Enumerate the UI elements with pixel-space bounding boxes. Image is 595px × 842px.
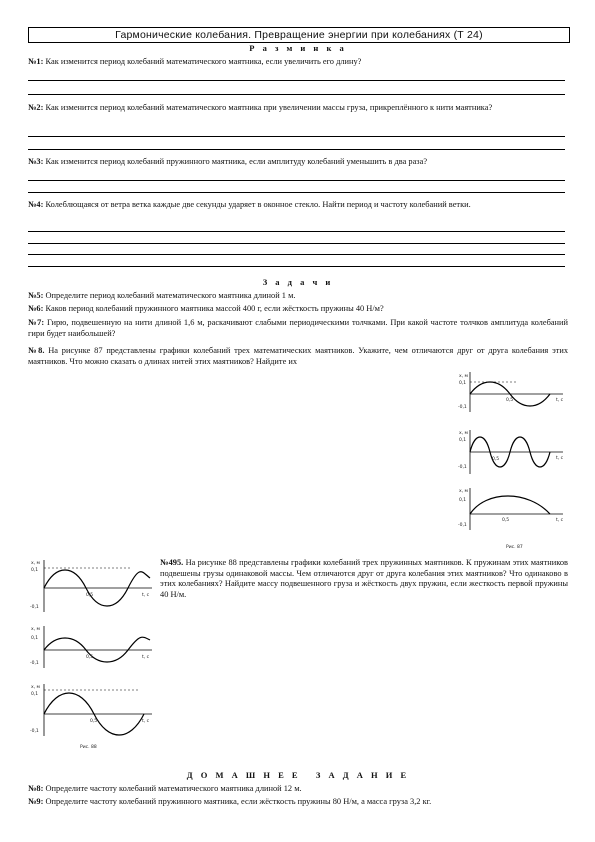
bottom-tick: -0,1 xyxy=(458,523,467,528)
homework-text: Определите частоту колебаний пружинного маятника, если жёсткость пружины 80 Н/м, а масса груза 3,2 кг. xyxy=(45,797,432,806)
homework-9 xyxy=(28,797,568,808)
fig87-plot-2 xyxy=(458,430,564,474)
answer-line xyxy=(28,231,565,232)
y-label: x, м xyxy=(31,685,40,690)
y-label: x, м xyxy=(31,627,40,632)
task-number: №495. xyxy=(160,558,184,567)
bottom-tick: -0,1 xyxy=(30,729,39,734)
answer-line xyxy=(28,192,565,193)
top-tick: 0,1 xyxy=(459,381,467,386)
bottom-tick: -0,1 xyxy=(458,405,467,410)
x-tick: 0,5 xyxy=(502,518,510,523)
y-label: x, м xyxy=(459,431,468,436)
homework-number: №9: xyxy=(28,797,44,806)
answer-line xyxy=(28,243,565,244)
answer-line xyxy=(28,136,565,137)
figure-caption: Рис. 88 xyxy=(80,745,97,750)
fig87-plot-1 xyxy=(458,372,564,412)
fig88-plot-3 xyxy=(30,684,152,736)
top-tick: 0,1 xyxy=(459,438,467,443)
t-label: t, c xyxy=(142,655,150,660)
figure-87 xyxy=(458,368,570,553)
question-text: Как изменится период колебаний математического маятника, если увеличить его длину? xyxy=(45,57,362,66)
question-text: Колеблющаяся от ветра ветка каждые две секунды ударяет в оконное стекло. Найти период и частоту колебаний ветки. xyxy=(45,200,471,209)
y-label: x, м xyxy=(459,374,468,379)
task-7 xyxy=(28,318,568,339)
t-label: t, c xyxy=(556,518,564,523)
answer-line xyxy=(28,180,565,181)
answer-line xyxy=(28,80,565,81)
task-number: №7: xyxy=(28,318,45,327)
answer-line xyxy=(28,266,565,267)
t-label: t, c xyxy=(556,456,564,461)
homework-number: №8: xyxy=(28,784,44,793)
question-number: №4: xyxy=(28,200,44,209)
x-tick: 0,5 xyxy=(86,593,94,598)
question-4 xyxy=(28,200,568,211)
top-tick: 0,1 xyxy=(31,568,39,573)
x-tick: 0,5 xyxy=(506,398,514,403)
homework-8 xyxy=(28,784,568,795)
task-text: Определите период колебаний математического маятника длиной 1 м. xyxy=(45,291,296,300)
answer-line xyxy=(28,94,565,95)
task-5 xyxy=(28,291,568,302)
top-tick: 0,1 xyxy=(459,498,467,503)
answer-line xyxy=(28,254,565,255)
t-label: t, c xyxy=(556,398,564,403)
homework-text: Определите частоту колебаний математического маятника длиной 12 м. xyxy=(45,784,302,793)
fig87-plot-3 xyxy=(458,488,564,530)
t-label: t, c xyxy=(142,719,150,724)
section-heading-warmup: Р а з м и н к а xyxy=(249,43,347,53)
y-label: x, м xyxy=(459,489,468,494)
section-heading-tasks: З а д а ч и xyxy=(262,277,334,287)
task-text: На рисунке 87 представлены графики колебаний трех математических маятников. Укажите, чем отличаются друг от друга колебания этих маятников. Что можно сказать о длинах нитей этих маятников? Найдите их xyxy=(28,346,569,366)
question-1 xyxy=(28,57,568,68)
task-number: №6: xyxy=(28,304,44,313)
question-text: Как изменится период колебаний математического маятника при увеличении массы груза, прикреплённого к нити маятника? xyxy=(45,103,493,112)
section-heading-homework: Д О М А Ш Н Е Е З А Д А Н И Е xyxy=(186,770,410,780)
answer-line xyxy=(28,149,565,150)
task-495 xyxy=(160,558,568,600)
top-tick: 0,1 xyxy=(31,692,39,697)
question-2 xyxy=(28,103,568,114)
x-tick: 0,5 xyxy=(90,719,98,724)
x-tick: 0,5 xyxy=(86,655,94,660)
bottom-tick: -0,1 xyxy=(30,605,39,610)
fig88-plot-1 xyxy=(30,560,152,612)
figure-88 xyxy=(30,556,155,752)
x-tick: 0,5 xyxy=(492,457,500,462)
task-6 xyxy=(28,304,568,315)
task-number: №5: xyxy=(28,291,44,300)
top-tick: 0,1 xyxy=(31,636,39,641)
task-8 xyxy=(28,346,568,367)
question-number: №2: xyxy=(28,103,44,112)
question-text: Как изменится период колебаний пружинного маятника, если амплитуду колебаний уменьшить в два раза? xyxy=(45,157,428,166)
page-title: Гармонические колебания. Превращение энергии при колебаниях (Т 24) xyxy=(28,27,570,43)
y-label: x, м xyxy=(31,561,40,566)
task-text: Гирю, подвешенную на нити длиной 1,6 м, раскачивают слабыми периодическими толчками. При какой частоте толчков амплитуда колебаний гири будет наибольшей? xyxy=(28,318,568,338)
task-number: №8. xyxy=(28,346,45,355)
t-label: t, c xyxy=(142,593,150,598)
fig87-wave-3 xyxy=(470,496,550,514)
question-number: №3: xyxy=(28,157,44,166)
bottom-tick: -0,1 xyxy=(30,661,39,666)
question-number: №1: xyxy=(28,57,44,66)
task-text: На рисунке 88 представлены графики колебаний трех пружинных маятников. К пружинам этих маятников подвешены грузы одинаковой массы. Чем отличаются друг от друга колебания этих маятников? Что одинаково в этих колебаниях? Найдите массу подвешенного груза и жёсткость двух пружин, если жесткость первой пружины 40 Н/м. xyxy=(160,558,569,599)
figure-caption: Рис. 87 xyxy=(506,545,523,550)
fig88-wave-2 xyxy=(44,637,150,662)
fig88-plot-2 xyxy=(30,626,152,668)
task-text: Каков период колебаний пружинного маятника массой 400 г, если жёсткость пружины 40 Н/м? xyxy=(45,304,384,313)
bottom-tick: -0,1 xyxy=(458,465,467,470)
question-3 xyxy=(28,157,568,168)
